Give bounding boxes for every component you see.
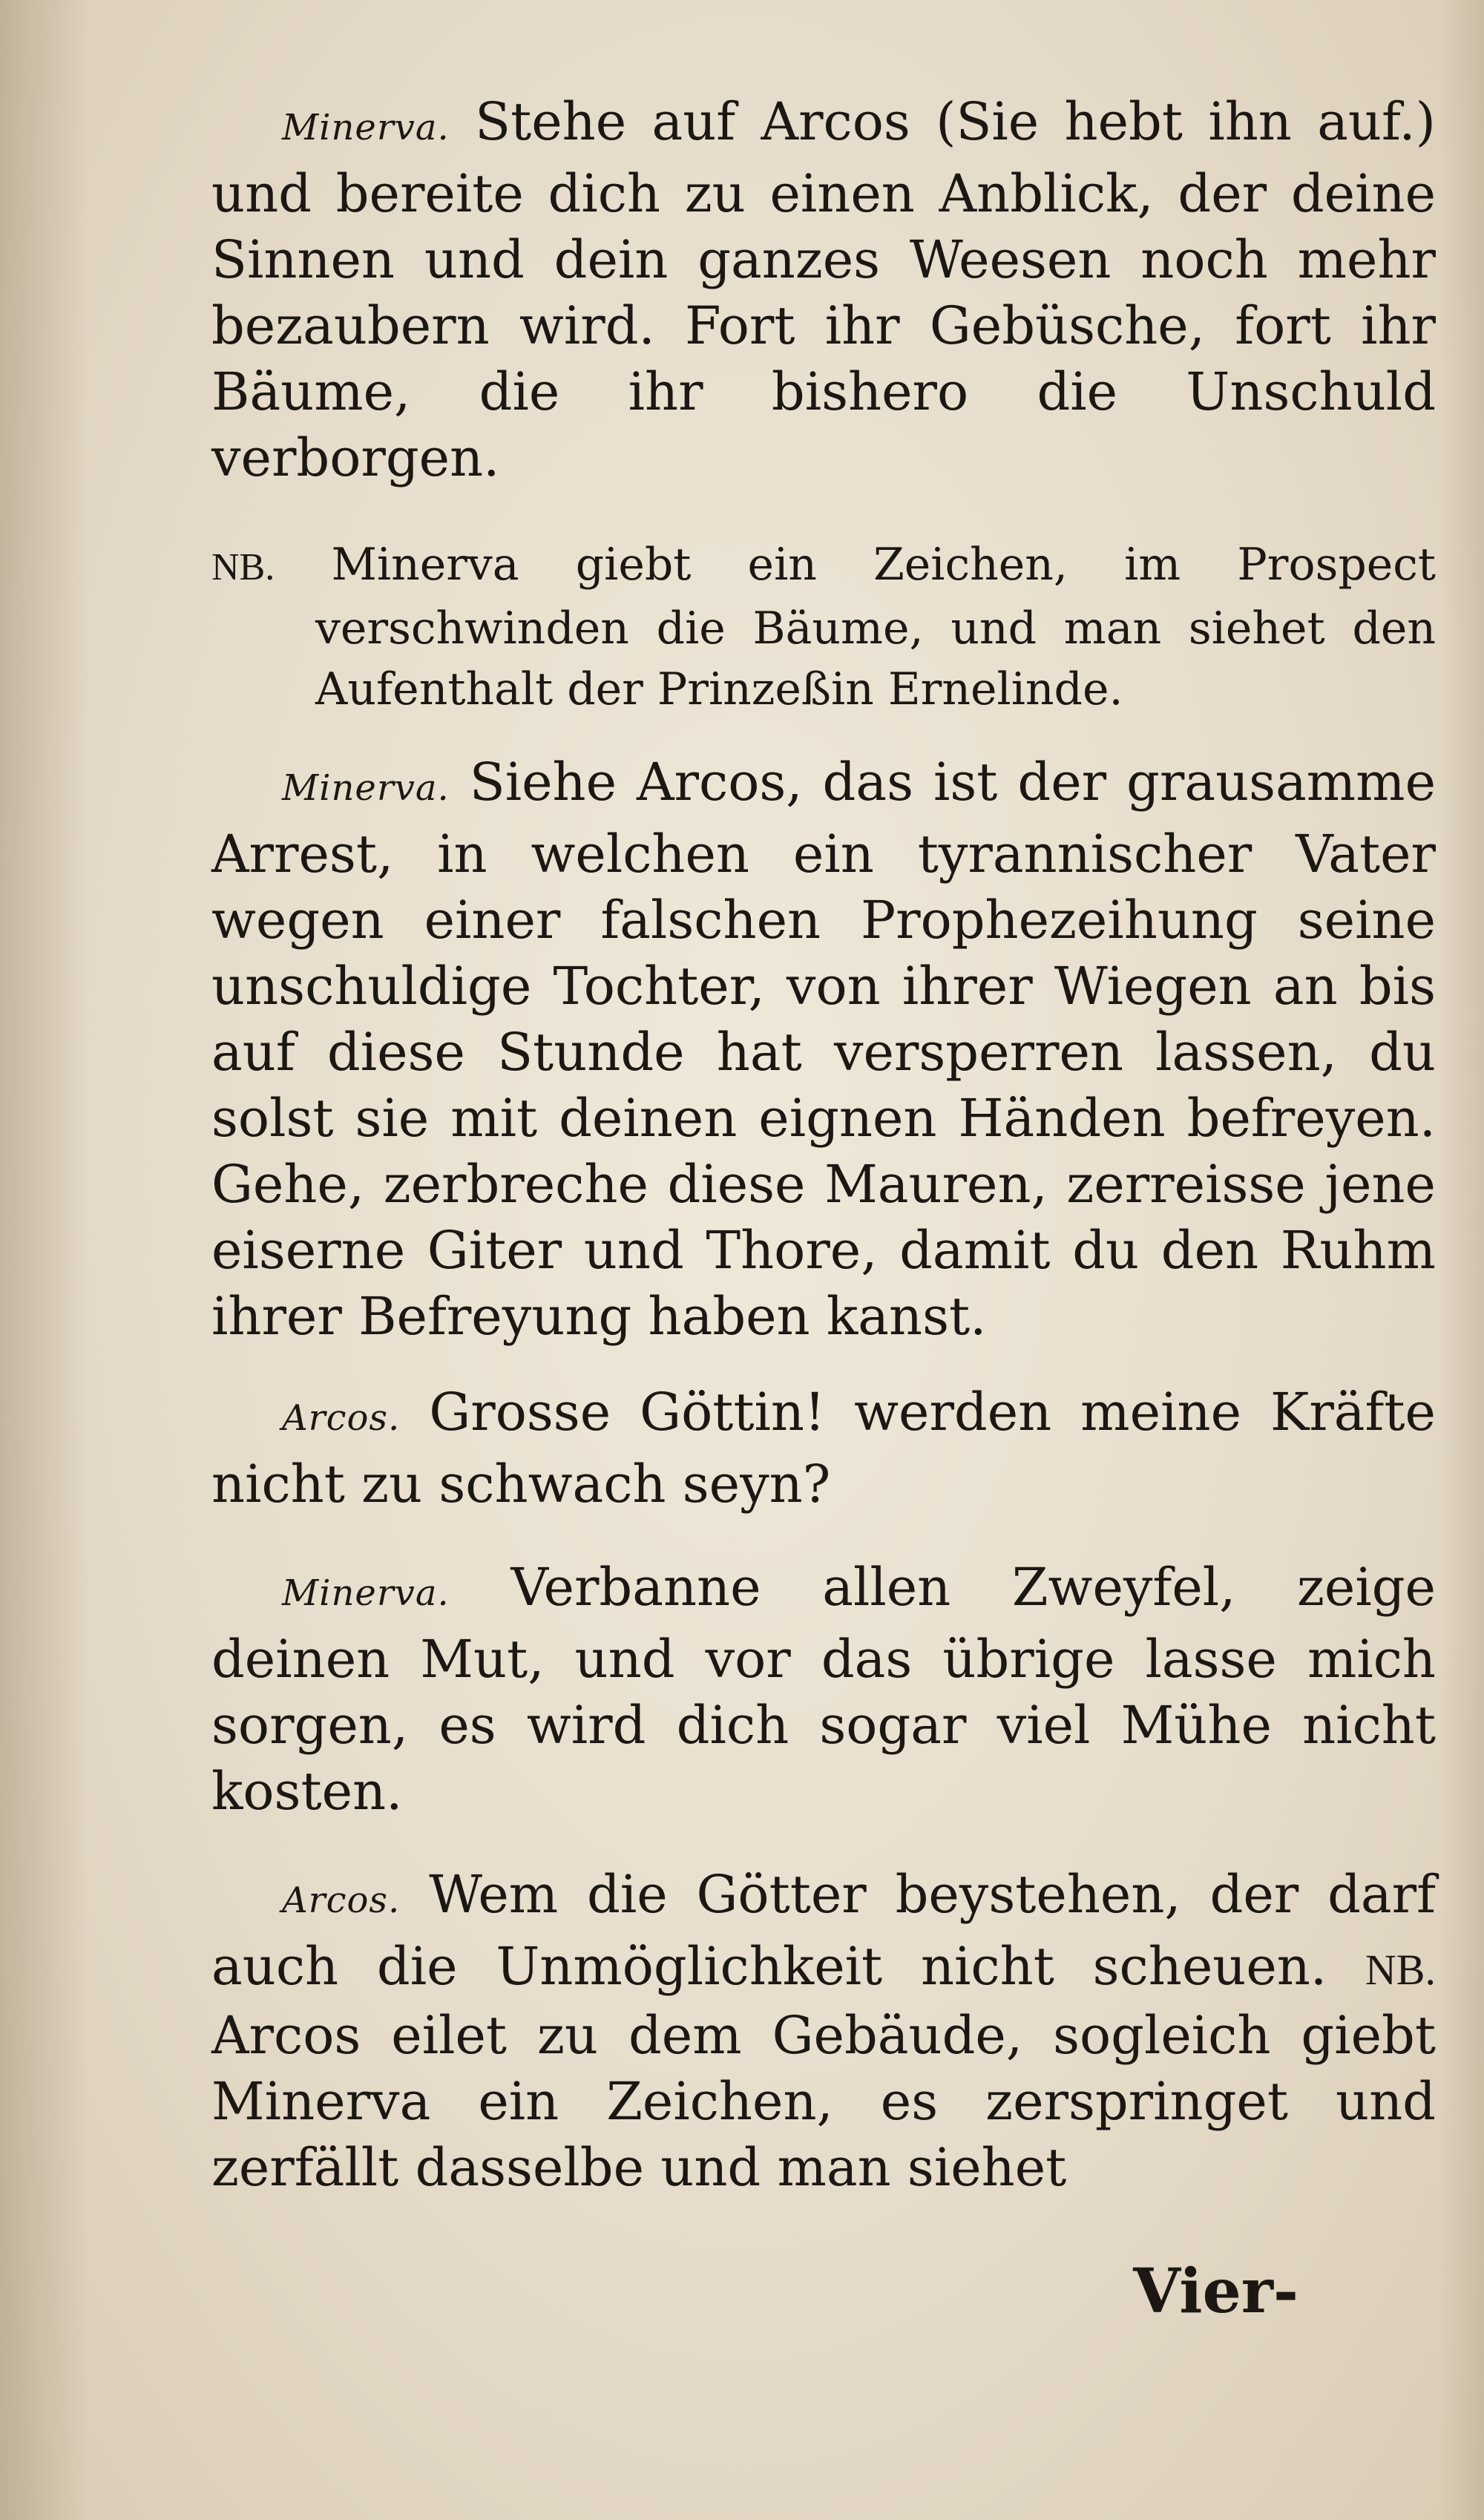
stage-direction-1: [211, 534, 1436, 720]
stage-direction-text: Minerva giebt ein Zeichen, im Prospect verschwinden die Bäume, und man siehet den Aufenthalt der Prinzeßin Ernelinde.: [315, 539, 1436, 715]
speech-text: Siehe Arcos, das ist der grausamme Arrest, in welchen ein tyrannischer Vater wegen einer falschen Prophezeihung seine unschuldige Tochter, von ihrer Wiegen an bis auf diese Stunde hat versperren lassen, du solst sie mit deinen eignen Händen befreyen. Gehe, zerbreche diese Mauren, zerreisse jene eiserne Giter und Thore, damit du den Ruhm ihrer Befreyung haben kanst.: [211, 752, 1436, 1347]
speaker-name: Minerva.: [282, 767, 450, 809]
speech-minerva-1: [211, 89, 1436, 491]
page-gutter-shadow: [0, 0, 89, 2520]
catchword: Vier-: [1133, 2256, 1298, 2327]
stage-direction-text: Arcos eilet zu dem Gebäude, sogleich giebt Minerva ein Zeichen, es zerspringet und zerfällt dasselbe und man siehet: [211, 2005, 1436, 2198]
speaker-name: Minerva.: [282, 107, 450, 148]
page-text: [211, 89, 1436, 2201]
nb-marker: NB.: [211, 546, 275, 588]
speech-arcos-2: [211, 1862, 1436, 2201]
speech-text: Wem die Götter beystehen, der darf auch die Unmöglichkeit nicht scheuen.: [211, 1864, 1436, 1997]
speech-text: Verbanne allen Zweyfel, zeige deinen Mut, und vor das übrige lasse mich sorgen, es wird dich sogar viel Mühe nicht kosten.: [211, 1557, 1436, 1822]
speech-arcos-1: [211, 1379, 1436, 1517]
speech-minerva-3: [211, 1555, 1436, 1825]
speaker-name: Arcos.: [282, 1880, 401, 1921]
speaker-name: Arcos.: [282, 1397, 401, 1439]
speech-text: Stehe auf Arcos (Sie hebt ihn auf.) und bereite dich zu einen Anblick, der deine Sinnen und dein ganzes Weesen noch mehr bezaubern wird. Fort ihr Gebüsche, fort ihr Bäume, die ihr bishero die Unschuld verborgen.: [211, 91, 1436, 488]
page-edge-shadow: [1439, 0, 1484, 2520]
speech-minerva-2: [211, 749, 1436, 1350]
nb-marker: NB.: [1365, 1946, 1436, 1994]
speaker-name: Minerva.: [282, 1572, 450, 1614]
speech-text: Grosse Göttin! werden meine Kräfte nicht zu schwach seyn?: [211, 1382, 1436, 1515]
